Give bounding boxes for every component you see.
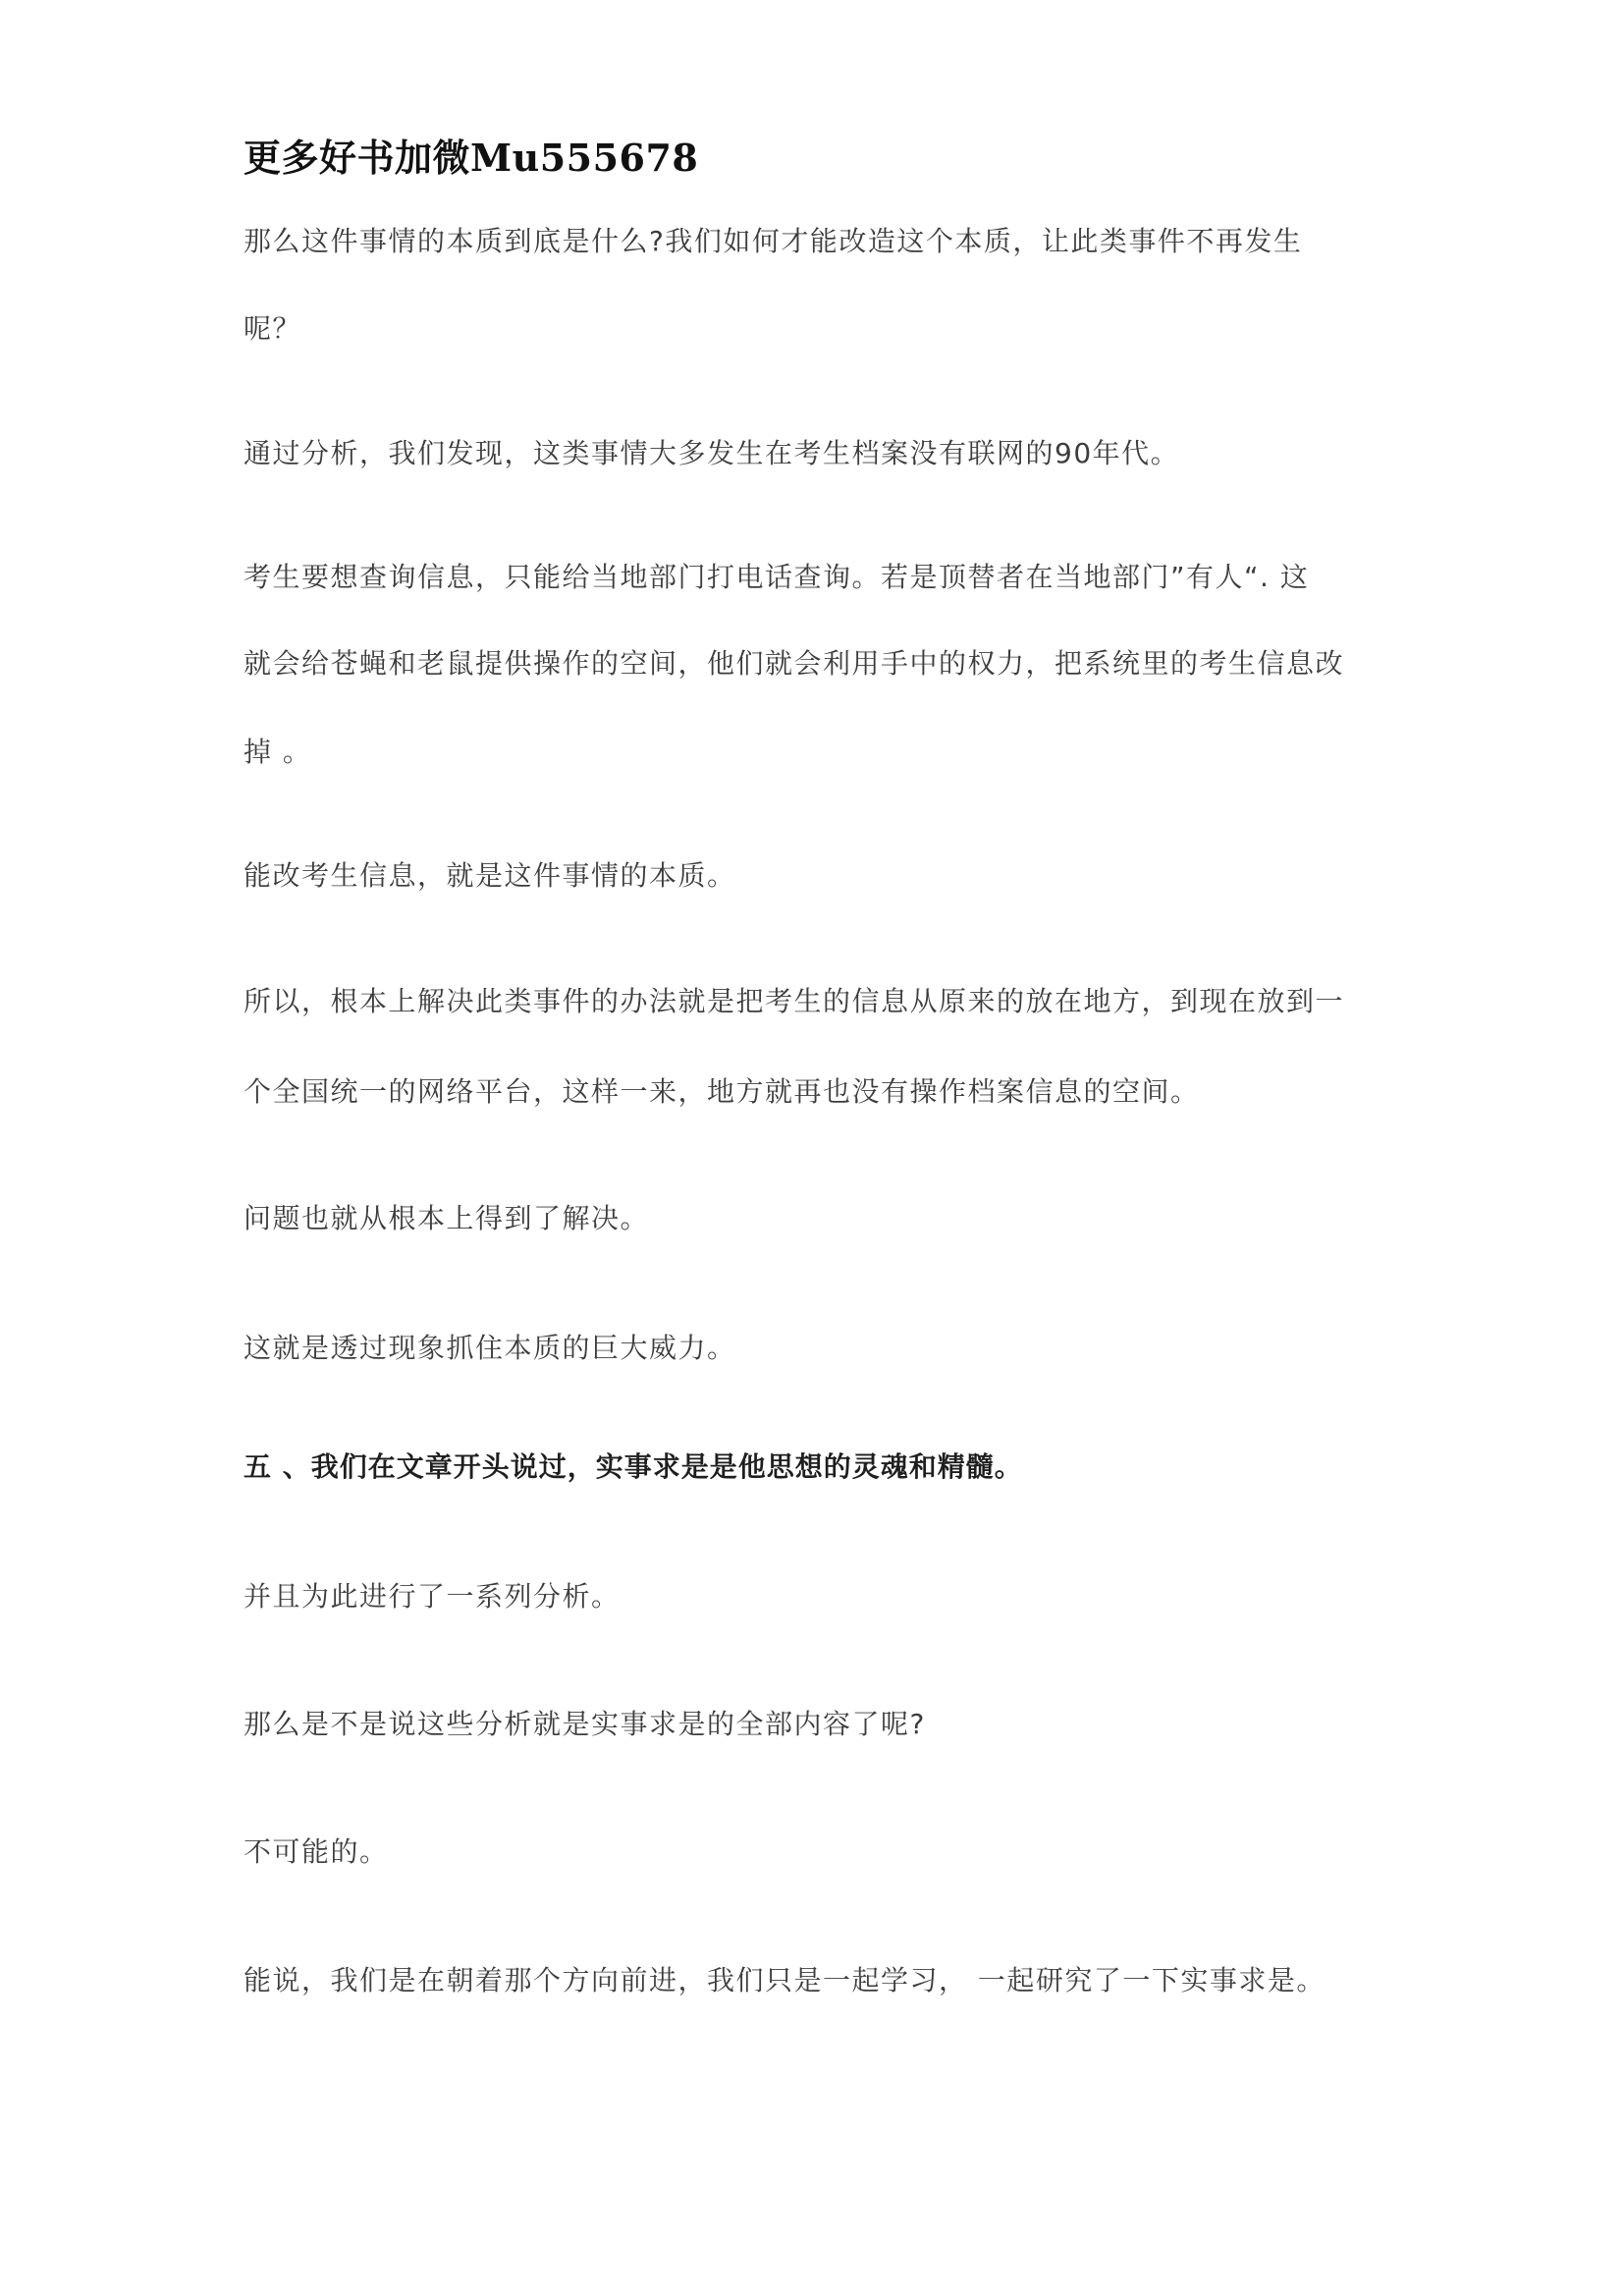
paragraph-7-line-1: 这就是透过现象抓住本质的巨大威力。 — [243, 1332, 736, 1364]
paragraph-6-line-1: 问题也就从根本上得到了解决。 — [243, 1202, 650, 1234]
section-heading-5: 五 、我们在文章开头说过，实事求是是他思想的灵魂和精髓。 — [243, 1450, 1023, 1483]
paragraph-3-line-2: 就会给苍蝇和老鼠提供操作的空间，他们就会利用手中的权力，把系统里的考生信息改 — [243, 647, 1345, 680]
paragraph-2-line-1: 通过分析，我们发现，这类事情大多发生在考生档案没有联网的90年代。 — [243, 437, 1180, 469]
paragraph-1-line-1: 那么这件事情的本质到底是什么?我们如何才能改造这个本质，让此类事件不再发生 — [243, 225, 1303, 257]
paragraph-5-line-1: 所以，根本上解决此类事件的办法就是把考生的信息从原来的放在地方，到现在放到一 — [243, 985, 1345, 1017]
paragraph-3-line-3: 掉 。 — [243, 736, 312, 768]
paragraph-9-line-1: 并且为此进行了一系列分析。 — [243, 1580, 621, 1613]
paragraph-3-line-1: 考生要想查询信息，只能给当地部门打电话查询。若是顶替者在当地部门”有人“. 这 — [243, 561, 1310, 593]
page-header-title: 更多好书加微Mu555678 — [243, 136, 699, 180]
paragraph-11-line-1: 不可能的。 — [243, 1835, 389, 1868]
paragraph-10-line-1: 那么是不是说这些分析就是实事求是的全部内容了呢? — [243, 1708, 926, 1740]
paragraph-4-line-1: 能改考生信息，就是这件事情的本质。 — [243, 859, 736, 892]
paragraph-5-line-2: 个全国统一的网络平台，这样一来，地方就再也没有操作档案信息的空间。 — [243, 1075, 1200, 1108]
paragraph-1-line-2: 呢？ — [243, 312, 302, 345]
paragraph-12-line-1: 能说，我们是在朝着那个方向前进，我们只是一起学习， 一起研究了一下实事求是。 — [243, 1964, 1325, 1996]
